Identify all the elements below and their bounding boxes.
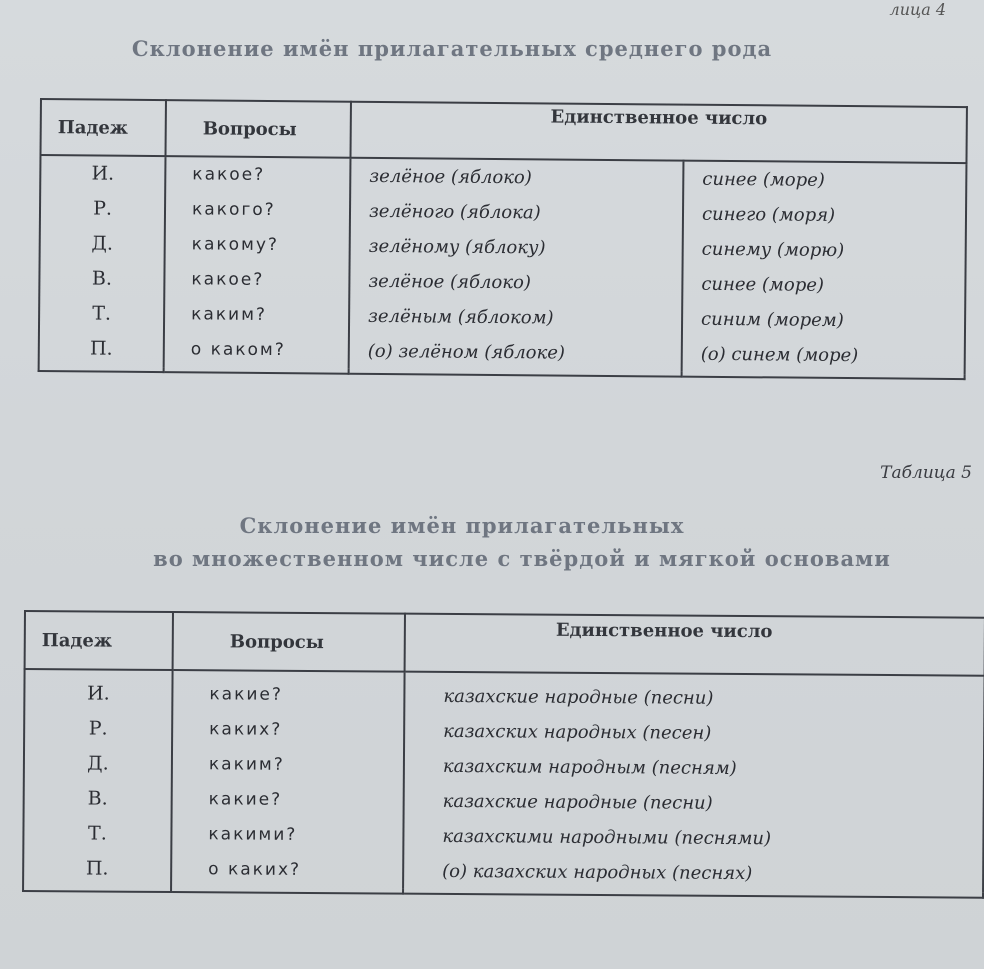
header-questions: Вопросы [165,100,350,158]
question-cell: какому? [191,234,280,256]
question-cell: какие? [208,789,283,810]
table-4 [38,98,968,380]
question-cell: какого? [191,199,276,221]
form-cell: синего (моря) [701,203,836,226]
header-singular: Единственное число [405,614,984,676]
form-cell: зелёное (яблоко) [368,270,531,294]
question-cell: какие? [209,684,283,705]
question-cell: каким? [208,754,285,775]
question-cell: о каких? [208,859,302,880]
header-questions: Вопросы [173,612,405,672]
form-cell: казахских народных (песен) [443,720,712,744]
case-cell: Т. [88,822,107,845]
table-5-title-line-2: во множественном числе с твёрдой и мягкой основами [153,546,891,571]
case-cell: П. [85,857,109,880]
question-cell: каким? [191,304,268,325]
question-cell: о каком? [190,339,286,361]
question-cell: каких? [209,719,283,740]
header-singular: Единственное число [350,102,966,163]
questions-column [171,670,405,889]
case-cell: Д. [91,232,114,255]
case-column [39,155,166,367]
header-case: Падеж [41,99,166,156]
case-cell: И. [87,682,110,705]
form-cell: (о) синем (море) [700,343,859,367]
form-cell: зелёным (яблоком) [368,305,554,329]
form-cell: синим (морем) [701,308,844,332]
form-cell: (о) зелёном (яблоке) [367,340,566,364]
question-cell: какое? [191,269,265,290]
table-4-corner-label: лица 4 [889,0,946,19]
case-cell: Д. [87,752,109,775]
case-cell: Р. [93,197,113,220]
case-cell: И. [91,162,115,185]
case-cell: Т. [92,302,112,325]
form-cell: казахские народные (песни) [443,685,714,709]
case-cell: П. [89,337,113,360]
table-4-title: Склонение имён прилагательных среднего рода [131,36,773,61]
questions-column [164,156,351,369]
form-cell: синему (морю) [701,238,845,262]
form-cell: синее (море) [702,168,825,191]
case-cell: Р. [88,717,108,740]
table-5-title-line-1: Склонение имён прилагательных [239,513,685,538]
case-column [23,669,173,887]
table-5-label: Таблица 5 [880,463,972,483]
form-cell: зелёное (яблоко) [369,165,532,189]
form-cell: казахскими народными (песнями) [442,825,772,850]
form-cell: казахские народные (песни) [442,790,713,814]
soft-form-column [682,161,967,374]
question-cell: какое? [192,164,266,185]
question-cell: какими? [208,824,298,845]
header-case: Падеж [25,611,173,670]
form-cell: синее (море) [701,273,825,296]
plural-form-column [403,672,984,893]
form-cell: зелёному (яблоку) [368,235,546,259]
form-cell: зелёного (яблока) [368,200,541,224]
table-5 [22,610,984,899]
case-cell: В. [87,787,108,810]
form-cell: казахским народным (песням) [442,755,737,779]
neuter-form-column [349,158,684,372]
case-cell: В. [91,267,113,290]
form-cell: (о) казахских народных (песнях) [442,860,753,885]
